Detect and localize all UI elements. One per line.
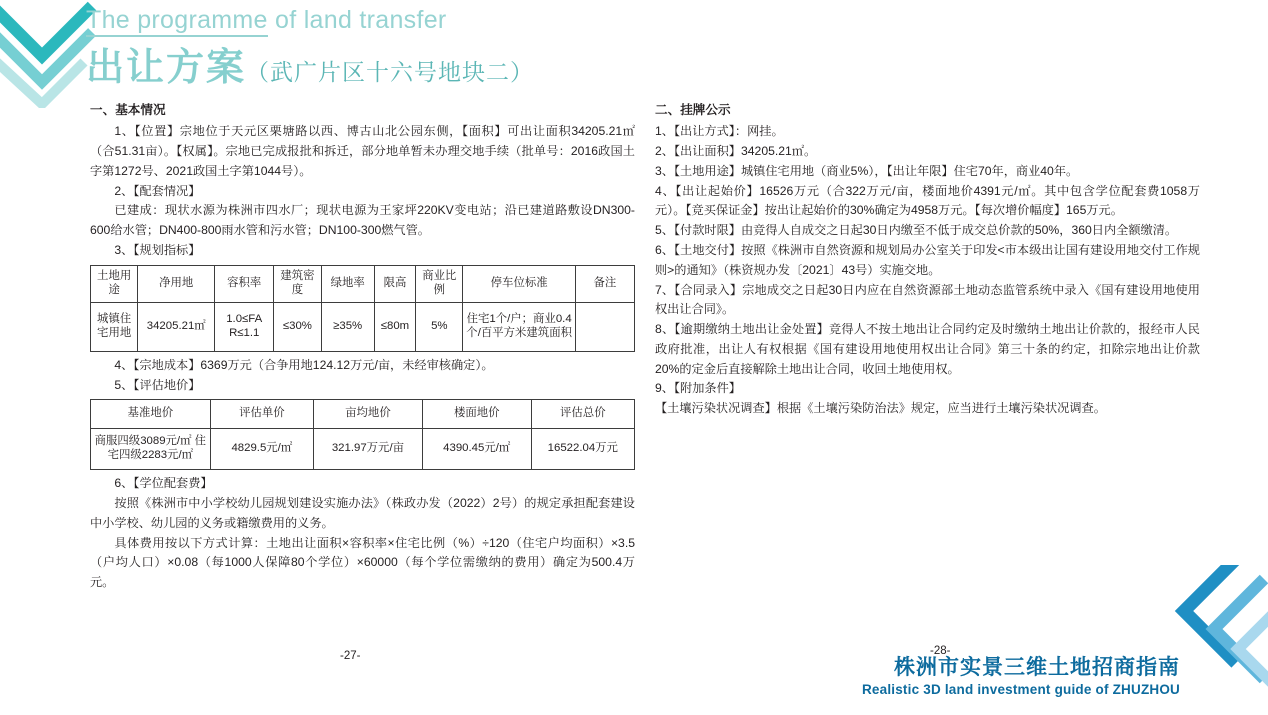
right-item-5: 5、【付款时限】由竞得人自成交之日起30日内缴至不低于成交总价款的50%，360日内全额缴清。 (655, 223, 1178, 238)
th-parking-standard: 停车位标准 (463, 265, 575, 302)
table-row (91, 302, 635, 351)
land-price-appraisal-table (90, 399, 635, 470)
right-item-3: 3、【土地用途】城镇住宅用地（商业5%），【出让年限】住宅70年，商业40年。 (655, 163, 1079, 178)
th-height-limit: 限高 (374, 265, 415, 302)
th-benchmark-price: 基准地价 (91, 400, 211, 429)
right-item-9-title: 9、【附加条件】 (655, 381, 741, 396)
header-chinese-main: 出让方案 (86, 47, 247, 89)
td-building-density: ≤30% (274, 302, 321, 351)
right-item-8: 8、【逾期缴纳土地出让金处置】竞得人不按土地出让合同约定及时缴纳土地出让价款的，报经市人民政府批准，出让人有权根据《国有建设用地使用权出让合同》第三十条的约定，扣除宗地出让价款20%的定金后直接解除土地出让合同，收回土地使用权。 (655, 322, 1200, 376)
header-english-title-part2: of land transfer (267, 6, 447, 34)
th-land-use: 土地用途 (91, 265, 138, 302)
right-item-1: 1、【出让方式】：网挂。 (655, 124, 784, 139)
document-header (0, 0, 1268, 96)
td-remark (575, 302, 634, 351)
th-price-per-mu: 亩均地价 (314, 400, 423, 429)
td-benchmark-price: 商服四级3089元/㎡ 住宅四级2283元/㎡ (91, 429, 211, 470)
header-english-title (86, 6, 447, 35)
header-english-title-part1: The programme (86, 6, 268, 37)
left-item-6-text-1: 按照《株洲市中小学校幼儿园规划建设实施办法》（株政办发（2022）2号）的规定承担配套建设中小学校、幼儿园的义务或籍缴费用的义务。 (90, 496, 635, 530)
th-remark: 备注 (575, 265, 634, 302)
th-plot-ratio: 容积率 (215, 265, 274, 302)
table-row (91, 429, 635, 470)
td-green-ratio: ≥35% (321, 302, 374, 351)
footer-brand (862, 655, 1180, 699)
th-floor-price: 楼面地价 (422, 400, 531, 429)
td-appraisal-total: 16522.04万元 (531, 429, 634, 470)
left-item-3-title: 3、【规划指标】 (114, 242, 201, 257)
td-height-limit: ≤80m (374, 302, 415, 351)
right-section-title: 二、挂牌公示 (655, 103, 731, 117)
td-appraisal-unit-price: 4829.5元/㎡ (210, 429, 313, 470)
right-item-6: 6、【土地交付】按照《株洲市自然资源和规划局办公室关于印发<市本级出让国有建设用地交付工作规则>的通知》（株资规办发〔2021〕43号）实施交地。 (655, 242, 1200, 277)
left-section-title: 一、基本情况 (90, 103, 166, 117)
footer-brand-english: Realistic 3D land investment guide of ZHUZHOU (861, 682, 1180, 698)
footer-brand-chinese: 株洲市实景三维土地招商指南 (894, 656, 1180, 680)
left-item-5-title: 5、【评估地价】 (114, 377, 201, 392)
header-chinese-title (86, 36, 534, 91)
table-header-row (91, 265, 635, 302)
right-item-2: 2、【出让面积】34205.21㎡。 (655, 144, 817, 159)
right-item-7: 7、【合同录入】宗地成交之日起30日内应在自然资源部土地动态监管系统中录入《国有建设用地使用权出让合同》。 (655, 282, 1200, 317)
td-price-per-mu: 321.97万元/亩 (314, 429, 423, 470)
td-parking-standard: 住宅1个/户；商业0.4个/百平方米建筑面积 (463, 302, 575, 351)
table-header-row (91, 400, 635, 429)
left-item-6-title: 6、【学位配套费】 (114, 476, 213, 491)
planning-indicators-table (90, 265, 635, 352)
header-chinese-sub: （武广片区十六号地块二） (246, 59, 535, 85)
th-building-density: 建筑密度 (274, 265, 321, 302)
right-column (655, 100, 1200, 419)
td-land-use: 城镇住宅用地 (91, 302, 138, 351)
left-item-2-text: 已建成：现状水源为株洲市四水厂；现状电源为王家坪220KV变电站；沿已建道路敷设DN300-600给水管；DN400-800雨水管和污水管；DN100-300燃气管。 (90, 203, 635, 238)
right-item-9-text: 【土壤污染状况调查】根据《土壤污染防治法》规定，应当进行土壤污染状况调查。 (655, 401, 1106, 416)
td-net-land: 34205.21㎡ (138, 302, 215, 351)
th-appraisal-total: 评估总价 (531, 400, 634, 429)
left-column (90, 100, 635, 593)
right-item-4: 4、【出让起始价】16526万元（合322万元/亩，楼面地价4391元/㎡。其中包含学位配套费1058万元）。【竞买保证金】按出让起始价的30%确定为4958万元。【每次增价幅度】165万元。 (655, 183, 1200, 218)
th-green-ratio: 绿地率 (321, 265, 374, 302)
left-item-6-text-2: 具体费用按以下方式计算：土地出让面积×容积率×住宅比例（%）÷120（住宅户均面积）×3.5（户均人口）×0.08（每1000人保障80个学位）×60000（每个学位需缴纳的费用）确定为500.4万元。 (90, 535, 635, 590)
th-net-land: 净用地 (138, 265, 215, 302)
page-number-left: -27- (340, 650, 361, 662)
td-floor-price: 4390.45元/㎡ (422, 429, 531, 470)
th-appraisal-unit-price: 评估单价 (210, 400, 313, 429)
th-commercial-ratio: 商业比例 (416, 265, 463, 302)
left-item-1: 1、【位置】宗地位于天元区栗塘路以西、博古山北公园东侧，【面积】可出让面积34205.21㎡（合51.31亩）。【权属】。宗地已完成报批和拆迁，部分地单暂未办理交地手续（批单号：2016政国土字第1272号、2021政国土字第1044号）。 (90, 124, 635, 178)
td-commercial-ratio: 5% (416, 302, 463, 351)
page-number-right: -28- (930, 645, 951, 657)
document-body (0, 100, 1268, 640)
left-item-4: 4、【宗地成本】6369万元（合争用地124.12万元/亩，未经审核确定）。 (114, 357, 494, 372)
td-plot-ratio: 1.0≤FA R≤1.1 (215, 302, 274, 351)
left-item-2-title: 2、【配套情况】 (114, 183, 201, 198)
